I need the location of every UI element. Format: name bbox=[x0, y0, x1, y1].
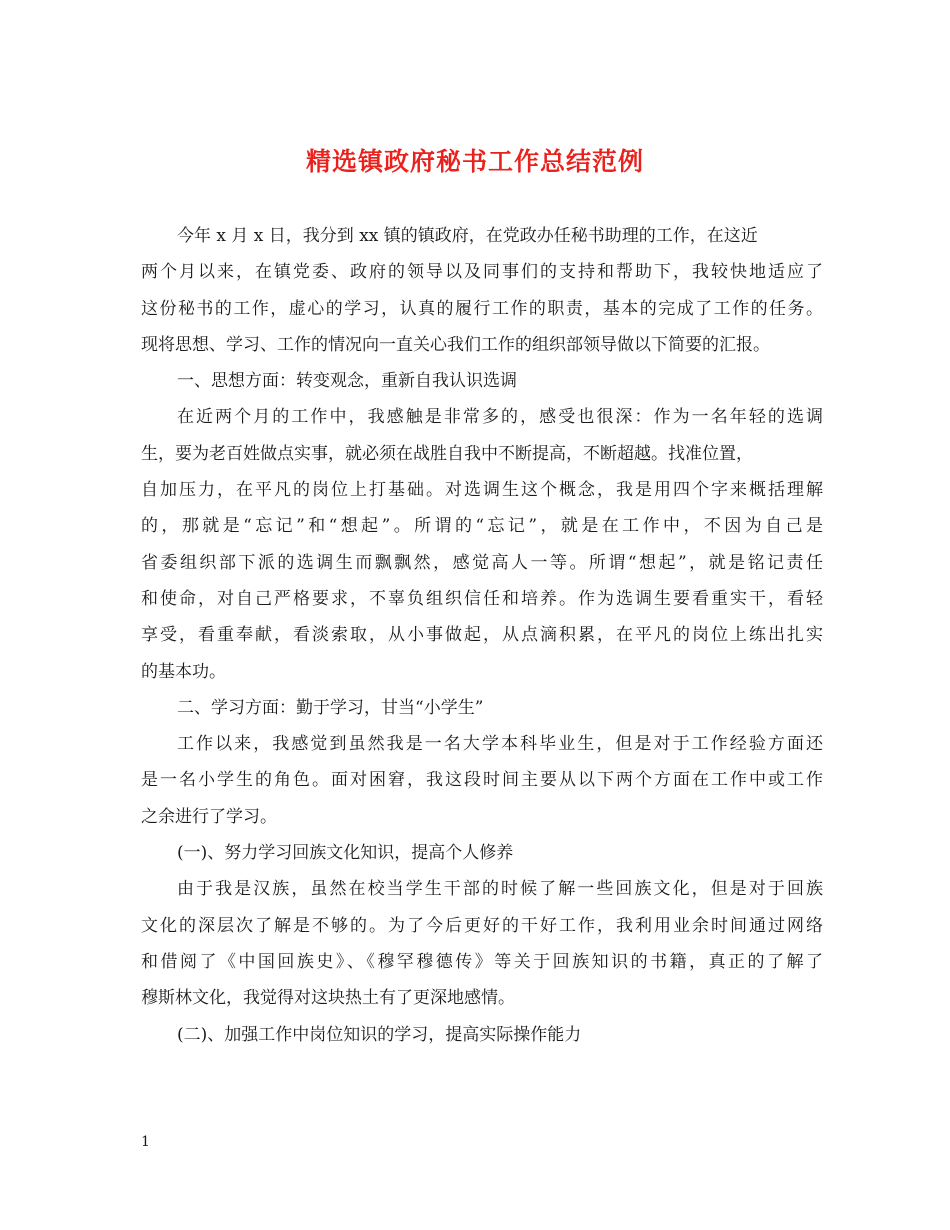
page-number: 1 bbox=[141, 1134, 150, 1150]
text-line: 自加压力，在平凡的岗位上打基础。对选调生这个概念，我是用四个字来概括理解 bbox=[141, 480, 823, 501]
text-line: 是一名小学生的角色。面对困窘，我这段时间主要从以下两个方面在工作中或工作 bbox=[141, 770, 823, 791]
document-body bbox=[141, 218, 823, 1053]
text-line: 穆斯林文化，我觉得对这块热土有了更深地感情。 bbox=[141, 988, 515, 1009]
text-line: 今年 x 月 x 日，我分到 xx 镇的镇政府，在党政办任秘书助理的工作，在这近 bbox=[177, 226, 758, 246]
text-line: 享受，看重奉献，看淡索取，从小事做起，从点滴积累，在平凡的岗位上练出扎实 bbox=[141, 625, 823, 646]
text-line: 在近两个月的工作中，我感触是非常多的，感受也很深：作为一名年轻的选调 bbox=[177, 407, 823, 428]
text-line: 一、思想方面：转变观念，重新自我认识选调 bbox=[177, 371, 517, 392]
text-line: 两个月以来，在镇党委、政府的领导以及同事们的支持和帮助下，我较快地适应了 bbox=[141, 262, 823, 283]
text-line: 文化的深层次了解是不够的。为了今后更好的干好工作，我利用业余时间通过网络 bbox=[141, 915, 823, 936]
text-line: (一)、努力学习回族文化知识，提高个人修养 bbox=[177, 843, 514, 864]
text-line: 生，要为老百姓做点实事，就必须在战胜自我中不断提高，不断超越。找准位置， bbox=[141, 443, 753, 464]
text-line: 由于我是汉族，虽然在校当学生干部的时候了解一些回族文化，但是对于回族 bbox=[177, 879, 823, 900]
text-line: 和借阅了《中国回族史》、《穆罕穆德传》等关于回族知识的书籍，真正的了解了 bbox=[141, 951, 823, 972]
document-title: 精选镇政府秘书工作总结范例 bbox=[305, 147, 644, 176]
text-line: 的，那就是“忘记”和“想起”。所谓的“忘记”，就是在工作中，不因为自己是 bbox=[141, 516, 823, 537]
text-line: 的基本功。 bbox=[141, 661, 226, 682]
text-line: 工作以来，我感觉到虽然我是一名大学本科毕业生，但是对于工作经验方面还 bbox=[177, 734, 823, 755]
text-line: 和使命，对自己严格要求，不辜负组织信任和培养。作为选调生要看重实干，看轻 bbox=[141, 588, 823, 609]
text-line: (二)、加强工作中岗位知识的学习，提高实际操作能力 bbox=[177, 1024, 582, 1045]
text-line: 现将思想、学习、工作的情况向一直关心我们工作的组织部领导做以下简要的汇报。 bbox=[141, 334, 770, 355]
text-line: 省委组织部下派的选调生而飘飘然，感觉高人一等。所谓“想起”，就是铭记责任 bbox=[141, 552, 823, 573]
text-line: 这份秘书的工作，虚心的学习，认真的履行工作的职责，基本的完成了工作的任务。 bbox=[141, 298, 823, 319]
text-line: 之余进行了学习。 bbox=[141, 806, 277, 827]
text-line: 二、学习方面：勤于学习，甘当“小学生” bbox=[177, 697, 484, 718]
